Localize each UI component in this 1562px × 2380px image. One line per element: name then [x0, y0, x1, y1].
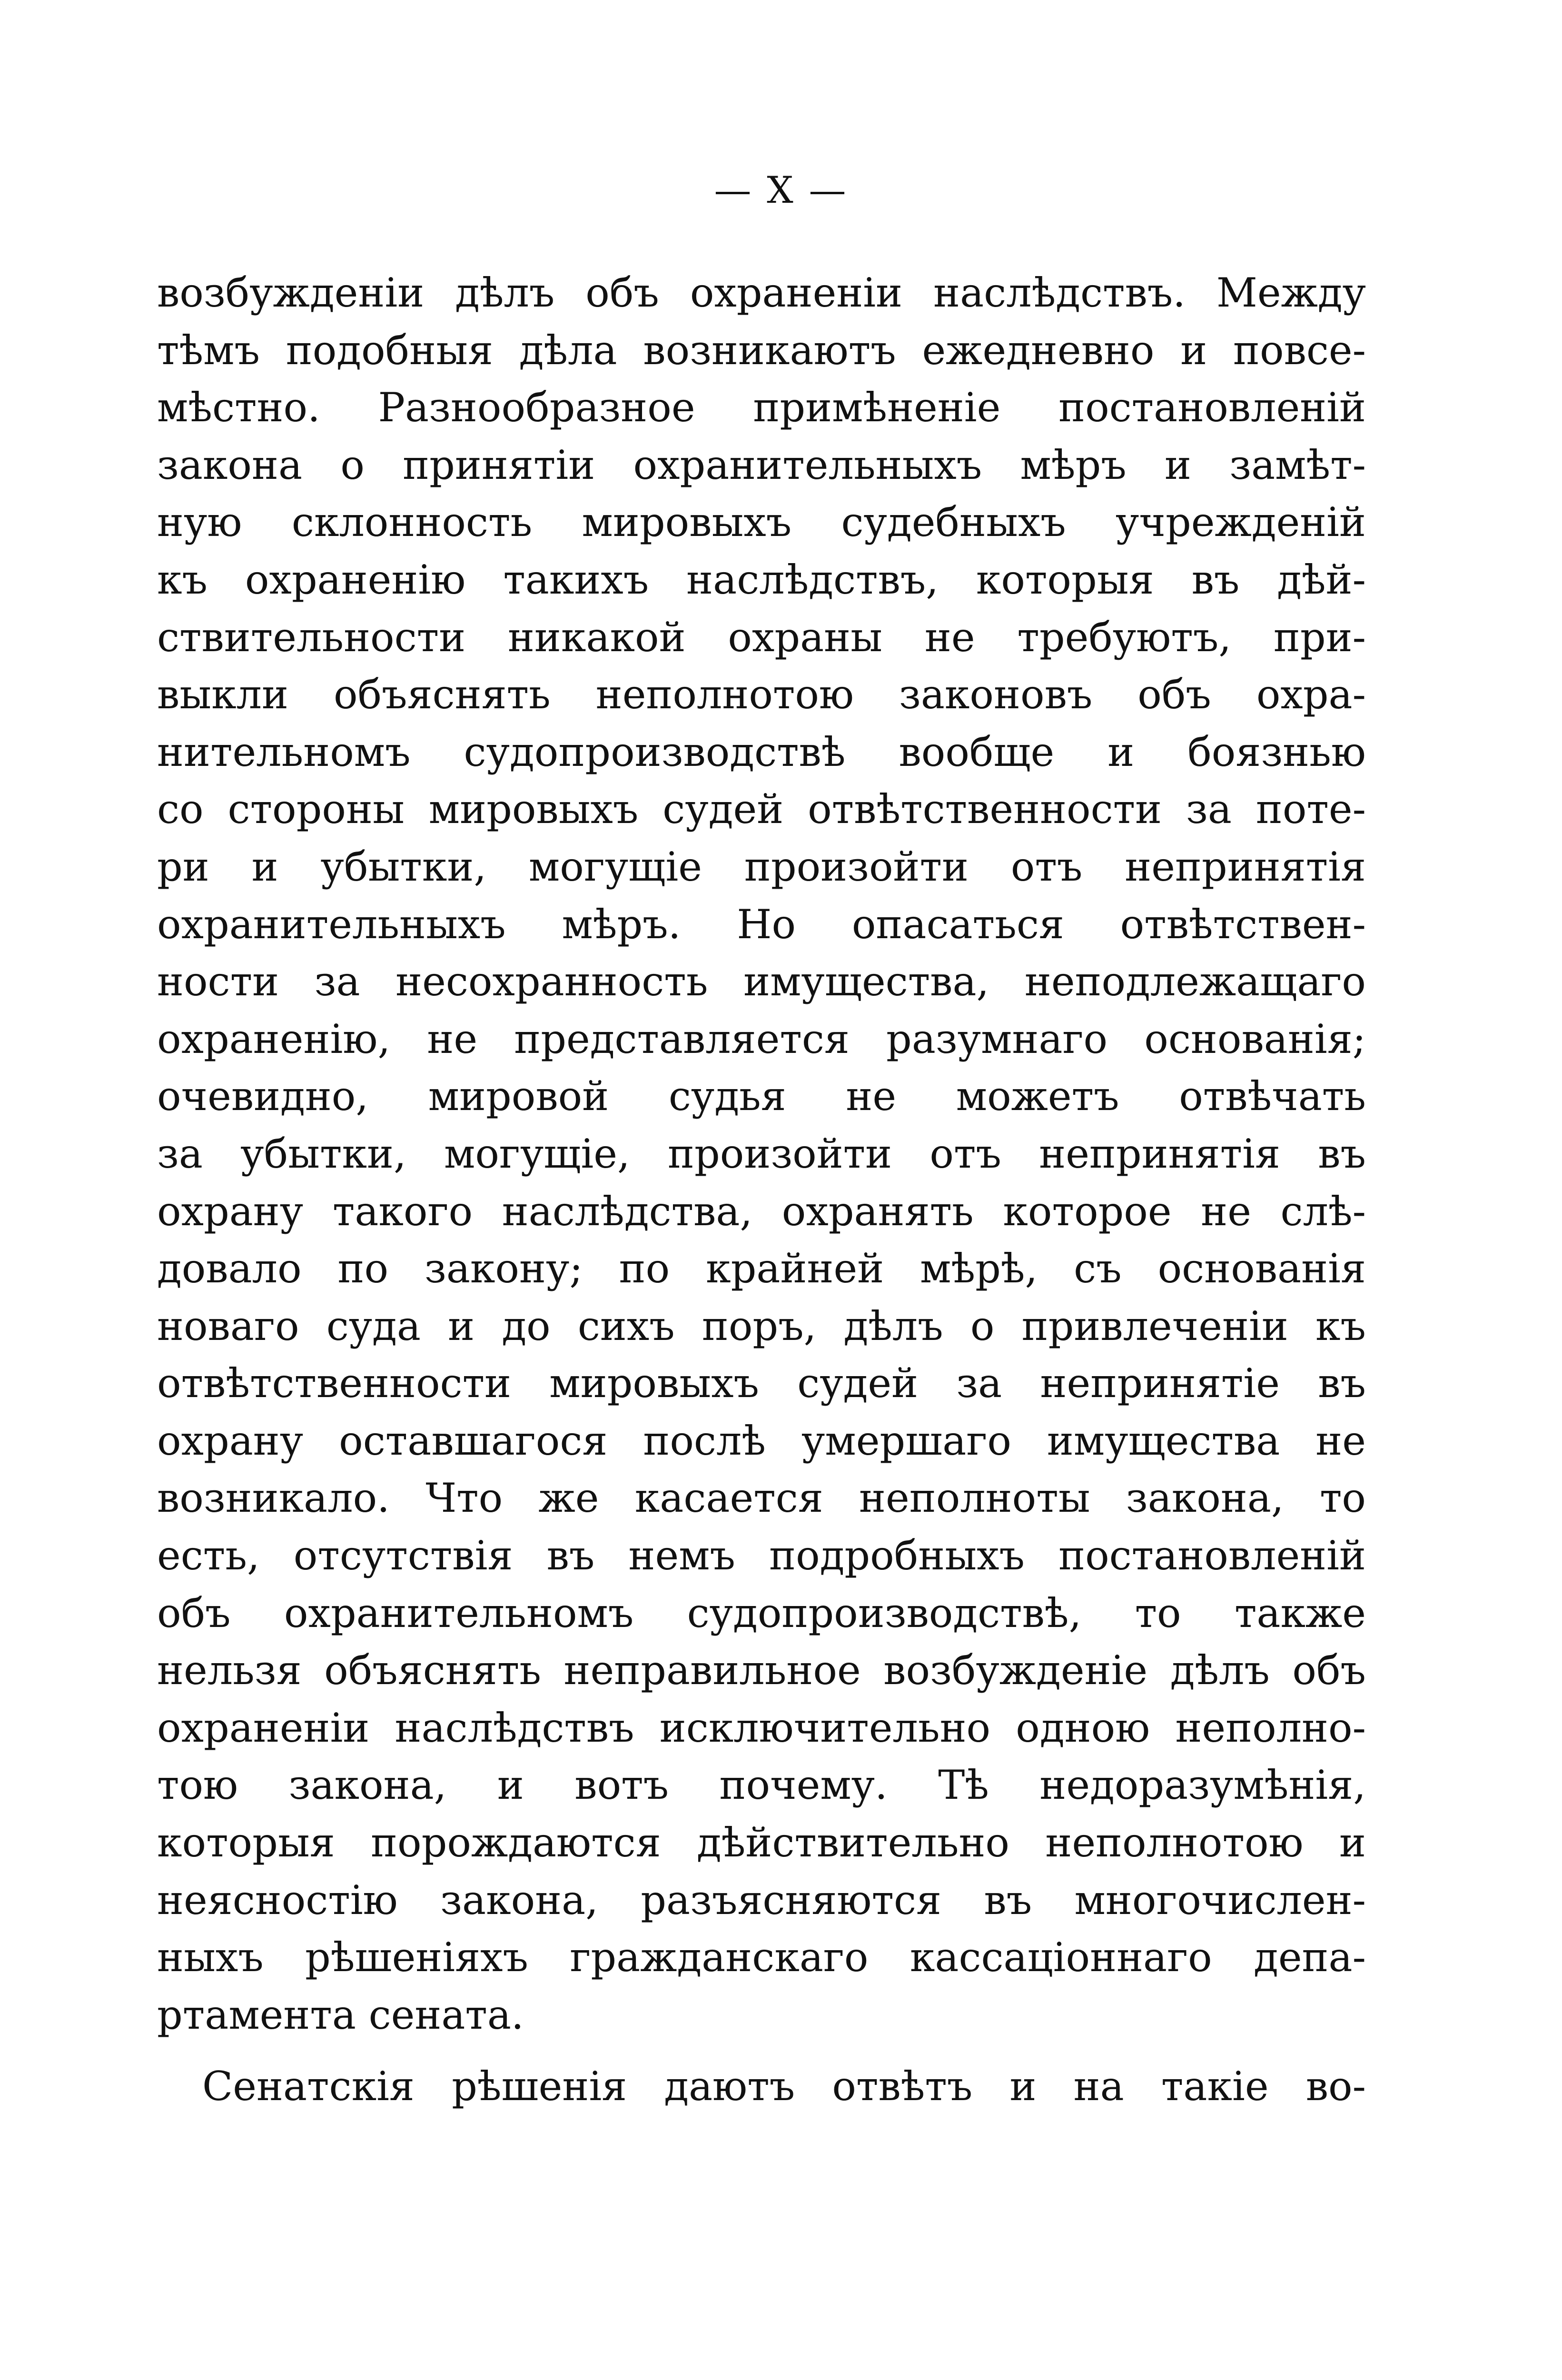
text-line: охранительныхъ мѣръ. Но опасаться отвѣтствен-: [157, 901, 1366, 948]
text-line: къ охраненію такихъ наслѣдствъ, которыя въ дѣй-: [157, 556, 1366, 603]
text-line: которыя порождаются дѣйствительно неполнотою и: [157, 1819, 1366, 1866]
text-line: объ охранительномъ судопроизводствѣ, то также: [157, 1589, 1366, 1636]
text-line: ныхъ рѣшеніяхъ гражданскаго кассаціоннаго депа-: [157, 1934, 1366, 1981]
text-line: Сенатскія рѣшенія даютъ отвѣтъ и на такіе во-: [202, 2063, 1366, 2110]
text-line: охраненію, не представляется разумнаго основанія;: [157, 1015, 1366, 1062]
page-header-roman-numeral: — X —: [714, 169, 848, 212]
text-line: есть, отсутствія въ немъ подробныхъ постановленій: [157, 1532, 1366, 1579]
text-line: ную склонность мировыхъ судебныхъ учрежденій: [157, 499, 1366, 546]
text-line: выкли объяснять неполнотою законовъ объ охра-: [157, 671, 1366, 718]
text-line: довало по закону; по крайней мѣрѣ, съ основанія: [157, 1245, 1366, 1292]
text-line: неясностію закона, разъясняются въ многочислен-: [157, 1876, 1366, 1924]
text-line: ствительности никакой охраны не требуютъ, при-: [157, 614, 1366, 661]
paragraph-2: [157, 2058, 1366, 2115]
text-line: мѣстно. Разнообразное примѣненіе постановленій: [157, 384, 1366, 431]
text-line: нельзя объяснять неправильное возбужденіе дѣлъ объ: [157, 1647, 1366, 1694]
text-line: за убытки, могущіе, произойти отъ непринятія въ: [157, 1130, 1366, 1177]
text-line: тою закона, и вотъ почему. Тѣ недоразумѣнія,: [157, 1762, 1366, 1809]
text-line: охраненіи наслѣдствъ исключительно одною неполно-: [157, 1704, 1366, 1751]
body-text: [157, 264, 1366, 2115]
text-line: новаго суда и до сихъ поръ, дѣлъ о привлеченіи къ: [157, 1302, 1366, 1349]
text-line: со стороны мировыхъ судей отвѣтственности за поте-: [157, 786, 1366, 833]
text-line: нительномъ судопроизводствѣ вообще и боязнью: [157, 728, 1366, 775]
text-line: тѣмъ подобныя дѣла возникаютъ ежедневно и повсе-: [157, 327, 1366, 374]
text-line: ртамента сената.: [157, 1991, 524, 2038]
text-line: охрану такого наслѣдства, охранять которое не слѣ-: [157, 1188, 1366, 1235]
text-line: ри и убытки, могущіе произойти отъ непринятія: [157, 843, 1366, 890]
text-line: ности за несохранность имущества, неподлежащаго: [157, 958, 1366, 1005]
text-line: отвѣтственности мировыхъ судей за непринятіе въ: [157, 1360, 1366, 1407]
text-line: возникало. Что же касается неполноты закона, то: [157, 1475, 1366, 1522]
text-line: возбужденіи дѣлъ объ охраненіи наслѣдствъ. Между: [157, 269, 1366, 316]
text-line: охрану оставшагося послѣ умершаго имущества не: [157, 1417, 1366, 1464]
paragraph-1: [157, 264, 1366, 2043]
text-line: закона о принятіи охранительныхъ мѣръ и замѣт-: [157, 441, 1366, 488]
text-line: очевидно, мировой судья не можетъ отвѣчать: [157, 1073, 1366, 1120]
